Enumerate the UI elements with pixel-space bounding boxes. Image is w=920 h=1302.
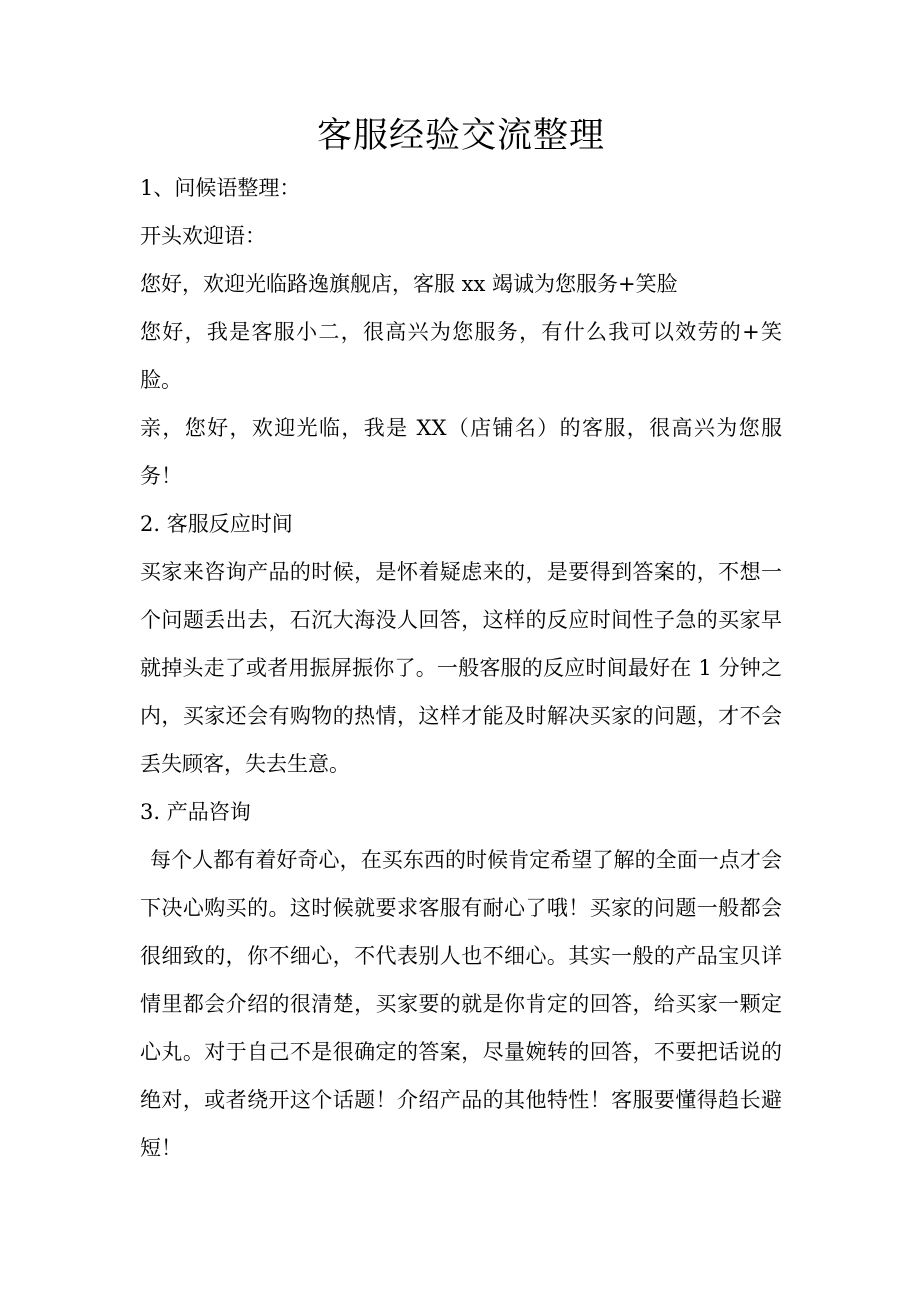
- greeting-example-2: 您好，我是客服小二，很高兴为您服务，有什么我可以效劳的+笑脸。: [140, 320, 782, 392]
- section-heading-greetings: 1、问候语整理：: [140, 176, 301, 200]
- document-page: [140, 108, 782, 1172]
- greeting-example-1: 您好，欢迎光临路逸旗舰店，客服 xx 竭诚为您服务+笑脸: [140, 272, 678, 296]
- section-heading-response-time: 2. 客服反应时间: [140, 512, 293, 536]
- paragraph-product-inquiry: 每个人都有着好奇心，在买东西的时候肯定希望了解的全面一点才会下决心购买的。这时候就要求客服有耐心了哦！买家的问题一般都会很细致的，你不细心，不代表别人也不细心。其实一般的产品宝贝详情里都会介绍的很清楚，买家要的就是你肯定的回答，给买家一颗定心丸。对于自己不是很确定的答案，尽量婉转的回答，不要把话说的绝对，或者绕开这个话题！介绍产品的其他特性！客服要懂得趋长避短！: [140, 848, 782, 1160]
- document-title: 客服经验交流整理: [316, 116, 605, 156]
- section-heading-product-inquiry: 3. 产品咨询: [140, 800, 251, 824]
- subheading-opening-welcome: 开头欢迎语：: [140, 224, 266, 248]
- greeting-example-3: 亲，您好，欢迎光临，我是 XX（店铺名）的客服，很高兴为您服务！: [140, 416, 782, 488]
- paragraph-response-time: 买家来咨询产品的时候，是怀着疑虑来的，是要得到答案的，不想一个问题丢出去，石沉大海没人回答，这样的反应时间性子急的买家早就掉头走了或者用振屏振你了。一般客服的反应时间最好在 1 分钟之内，买家还会有购物的热情，这样才能及时解决买家的问题，才不会丢失顾客，失去生意。: [140, 560, 782, 776]
